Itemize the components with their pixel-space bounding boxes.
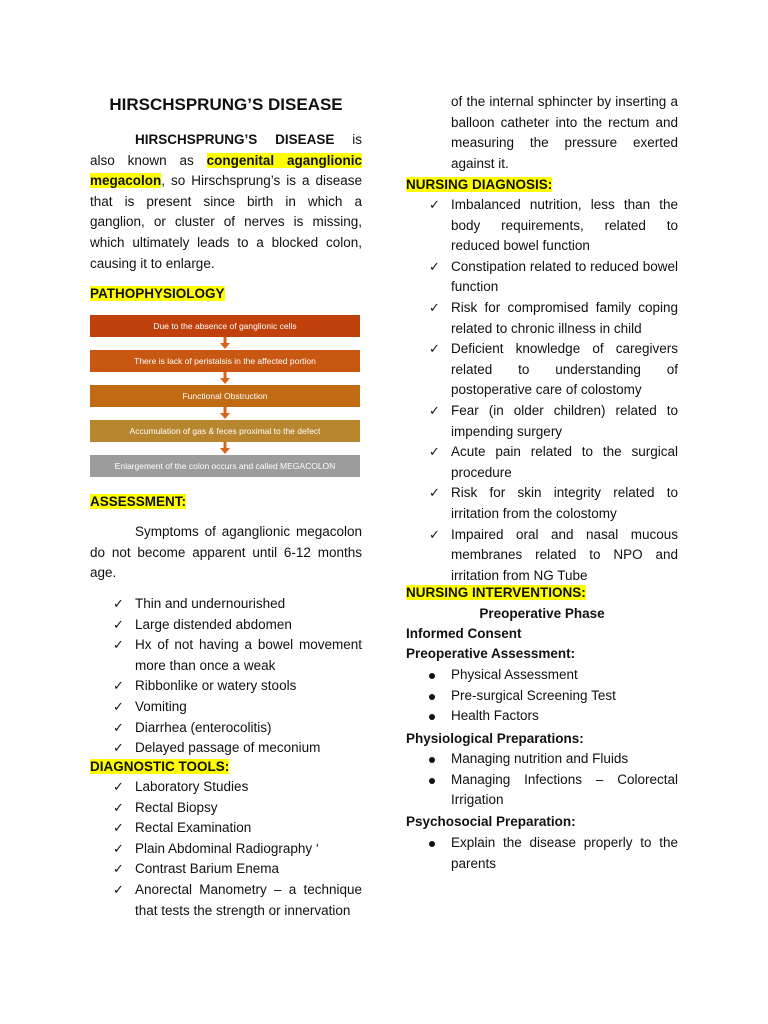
list-item-text: Ribbonlike or watery stools <box>135 678 297 694</box>
list-item-text: Risk for skin integrity related to irritation from the colostomy <box>451 485 678 521</box>
checkmark-icon: ✓ <box>113 719 124 735</box>
intro-text-2: , so Hirschsprung’s is a disease that is present since birth in which a ganglion, or cluster of nerves is missing, which ultimately leads to a blocked colon, causing it to enlarge. <box>90 173 362 271</box>
assessment-list <box>90 594 362 759</box>
list-item-text: Health Factors <box>451 708 539 724</box>
checkmark-icon: ✓ <box>113 616 124 632</box>
bullet-icon <box>429 694 435 700</box>
flow-arrow-icon <box>220 442 230 454</box>
flow-arrow-icon <box>220 372 230 384</box>
checkmark-icon: ✓ <box>113 779 124 794</box>
list-item-text: Laboratory Studies <box>135 779 249 794</box>
preop-assessment-label: Preoperative Assessment: <box>406 646 576 661</box>
list-item <box>90 615 362 636</box>
list-item <box>90 738 362 759</box>
bullet-icon <box>429 714 435 720</box>
checkmark-icon: ✓ <box>113 881 124 897</box>
list-item <box>90 635 362 676</box>
bullet-icon <box>429 778 435 784</box>
list-item-text: Managing Infections – Colorectal Irrigation <box>451 771 678 808</box>
list-item <box>406 442 678 483</box>
checkmark-icon: ✓ <box>113 740 124 756</box>
flow-arrow-icon <box>220 337 230 349</box>
diagnostic-heading: DIAGNOSTIC TOOLS: <box>90 759 230 774</box>
list-item <box>90 594 362 615</box>
list-item-text: Deficient knowledge of caregivers related to understanding of postoperative care of colostomy <box>451 341 678 398</box>
bullet-icon <box>429 841 435 847</box>
flow-step: There is lack of peristalsis in the affected portion <box>90 350 360 372</box>
intro-highlight: congenital aganglionic megacolon <box>90 152 362 189</box>
flow-step: Accumulation of gas & feces proximal to the defect <box>90 420 360 442</box>
list-item-text: Acute pain related to the surgical procedure <box>451 444 678 480</box>
list-item <box>406 686 678 707</box>
list-item <box>406 483 678 524</box>
list-item <box>90 697 362 718</box>
checkmark-icon: ✓ <box>429 402 440 418</box>
diagnostic-list <box>90 777 362 921</box>
list-item-text: Managing nutrition and Fluids <box>451 751 629 766</box>
list-item-text: Rectal Examination <box>135 820 252 836</box>
list-item <box>406 706 678 727</box>
list-item-text: Imbalanced nutrition, less than the body requirements, related to reduced bowel function <box>451 197 678 254</box>
nursing-interventions-heading: NURSING INTERVENTIONS: <box>406 585 586 600</box>
list-item <box>406 833 678 874</box>
list-item <box>90 676 362 697</box>
list-item-text: Constipation related to reduced bowel function <box>451 258 678 295</box>
list-item <box>90 718 362 739</box>
list-item <box>90 880 362 921</box>
list-item-text: Fear (in older children) related to impending surgery <box>451 402 678 439</box>
intro-paragraph <box>90 130 362 274</box>
checkmark-icon: ✓ <box>113 678 124 694</box>
list-item-text: Physical Assessment <box>451 667 578 682</box>
list-item-text: Thin and undernourished <box>135 596 286 611</box>
list-item <box>90 777 362 798</box>
checkmark-icon: ✓ <box>113 596 124 611</box>
flow-step: Due to the absence of ganglionic cells <box>90 315 360 337</box>
list-item-text: Delayed passage of meconium <box>135 740 321 756</box>
checkmark-icon: ✓ <box>429 197 440 212</box>
checkmark-icon: ✓ <box>429 444 440 460</box>
list-item-text: Risk for compromised family coping related to chronic illness in child <box>451 299 678 336</box>
physiological-label: Physiological Preparations: <box>406 731 584 746</box>
informed-consent-label: Informed Consent <box>406 626 522 641</box>
assessment-text: Symptoms of aganglionic megacolon do not become apparent until 6-12 months age. <box>90 524 362 581</box>
checkmark-icon: ✓ <box>113 637 124 653</box>
list-item <box>406 195 678 257</box>
list-item <box>406 298 678 339</box>
list-item-text: Pre-surgical Screening Test <box>451 687 616 703</box>
list-item-text: Impaired oral and nasal mucous membranes related to NPO and irritation from NG Tube <box>451 526 678 583</box>
checkmark-icon: ✓ <box>429 258 440 274</box>
checkmark-icon: ✓ <box>113 820 124 836</box>
list-item <box>406 257 678 298</box>
bullet-icon <box>429 757 435 763</box>
intro-lead: HIRSCHSPRUNG’S DISEASE <box>135 132 335 147</box>
page-title: HIRSCHSPRUNG’S DISEASE <box>109 95 343 114</box>
flow-step: Enlargement of the colon occurs and called MEGACOLON <box>90 455 360 477</box>
checkmark-icon: ✓ <box>429 299 440 315</box>
list-item <box>406 665 678 686</box>
list-item-text: Explain the disease properly to the parents <box>451 835 678 871</box>
physiological-list <box>406 749 678 811</box>
flow-arrow-icon <box>220 407 230 419</box>
list-item-text: Plain Abdominal Radiography ‘ <box>135 840 319 856</box>
pathophysiology-heading: PATHOPHYSIOLOGY <box>90 286 225 301</box>
checkmark-icon: ✓ <box>113 799 124 815</box>
checkmark-icon: ✓ <box>429 526 440 542</box>
list-item-text: Diarrhea (enterocolitis) <box>135 719 272 735</box>
psychosocial-list <box>406 833 678 874</box>
list-item-text: Anorectal Manometry – a technique that tests the strength or innervation <box>135 881 362 918</box>
checkmark-icon: ✓ <box>429 341 440 357</box>
list-item <box>406 749 678 770</box>
list-item <box>406 525 678 587</box>
assessment-heading: ASSESSMENT: <box>90 494 187 509</box>
list-item <box>90 839 362 860</box>
list-item-text: Hx of not having a bowel movement more than once a weak <box>135 637 362 673</box>
list-item <box>406 770 678 811</box>
checkmark-icon: ✓ <box>113 861 124 877</box>
list-item <box>406 339 678 401</box>
list-item-text: Contrast Barium Enema <box>135 861 280 877</box>
checkmark-icon: ✓ <box>113 698 124 714</box>
bullet-icon <box>429 673 435 679</box>
nursing-diagnosis-list <box>406 195 678 586</box>
psychosocial-label: Psychosocial Preparation: <box>406 814 576 829</box>
list-item <box>406 401 678 442</box>
list-item-text: Large distended abdomen <box>135 616 292 632</box>
list-item <box>90 798 362 819</box>
nursing-diagnosis-heading: NURSING DIAGNOSIS: <box>406 177 553 192</box>
diagnostic-continuation: of the internal sphincter by inserting a balloon catheter into the rectum and measuring the pressure exerted against it. <box>451 94 678 171</box>
list-item <box>90 859 362 880</box>
list-item-text: Rectal Biopsy <box>135 799 218 815</box>
phase-heading: Preoperative Phase <box>479 606 605 621</box>
flow-step: Functional Obstruction <box>90 385 360 407</box>
preop-assessment-list <box>406 665 678 727</box>
list-item-text: Vomiting <box>135 698 187 714</box>
checkmark-icon: ✓ <box>429 485 440 501</box>
list-item <box>90 818 362 839</box>
checkmark-icon: ✓ <box>113 840 124 856</box>
intro-text-1: is also known as <box>90 132 362 168</box>
